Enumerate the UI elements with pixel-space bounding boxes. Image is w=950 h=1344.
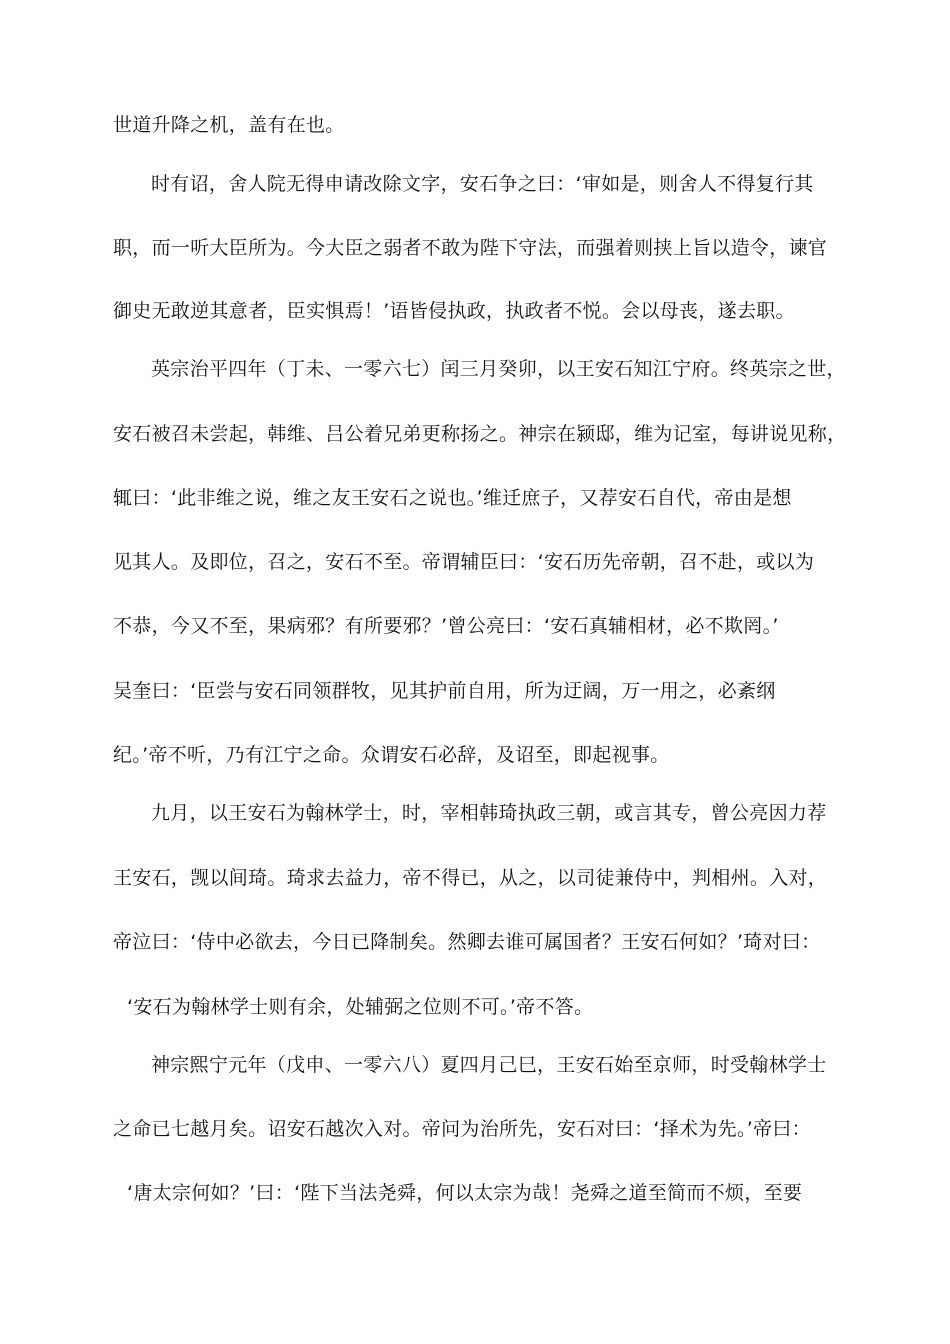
text-line: 王安石，觊以间琦。琦求去益力，帝不得已，从之，以司徒兼侍中，判相州。入对， (113, 867, 828, 889)
paragraph-start-line: 时有诏，舍人院无得申请改除文字，安石争之曰：‘审如是，则舍人不得复行其 (151, 173, 814, 195)
text-line: ‘唐太宗何如？’曰：‘陛下当法尧舜，何以太宗为哉！尧舜之道至简而不烦，至要 (127, 1182, 803, 1204)
text-line: 安石被召未尝起，韩维、吕公着兄弟更称扬之。神宗在颍邸，维为记室，每讲说见称， (113, 423, 847, 445)
text-line: 吴奎曰：‘臣尝与安石同领群牧，见其护前自用，所为迂阔，万一用之，必紊纲 (113, 680, 776, 702)
text-line: 纪。’帝不听，乃有江宁之命。众谓安石必辞，及诏至，即起视事。 (113, 744, 670, 766)
text-line: 帝泣曰：‘侍中必欲去，今日已降制矣。然卿去谁可属国者？王安石何如？’琦对曰： (113, 931, 821, 953)
text-line: 之命已七越月矣。诏安石越次入对。帝问为治所先，安石对曰：‘择术为先。’帝曰： (113, 1118, 811, 1140)
text-line: 见其人。及即位，召之，安石不至。帝谓辅臣曰：‘安石历先帝朝，召不赴，或以为 (113, 551, 815, 573)
text-line: 职，而一听大臣所为。今大臣之弱者不敢为陛下守法，而强着则挟上旨以造令，谏官 (113, 237, 828, 259)
text-line: ‘安石为翰林学士则有余，处辅弼之位则不可。’帝不答。 (127, 996, 594, 1018)
text-line: 辄曰：‘此非维之说，维之友王安石之说也。’维迁庶子，又荐安石自代，帝由是想 (113, 487, 792, 509)
paragraph-start-line: 英宗治平四年（丁未、一零六七）闰三月癸卯，以王安石知江宁府。终英宗之世， (151, 358, 846, 380)
text-line: 不恭，今又不至，果病邪？有所要邪？’曾公亮曰：‘安石真辅相材，必不欺罔。’ (113, 615, 779, 637)
text-line: 御史无敢逆其意者，臣实惧焉！’语皆侵执政，执政者不悦。会以母丧，遂去职。 (113, 300, 795, 322)
paragraph-start-line: 神宗熙宁元年（戊申、一零六八）夏四月己巳，王安石始至京师，时受翰林学士 (151, 1054, 827, 1076)
paragraph-start-line: 九月，以王安石为翰林学士，时，宰相韩琦执政三朝，或言其专，曾公亮因力荐 (151, 802, 827, 824)
text-line: 世道升降之机，盖有在也。 (113, 114, 345, 136)
